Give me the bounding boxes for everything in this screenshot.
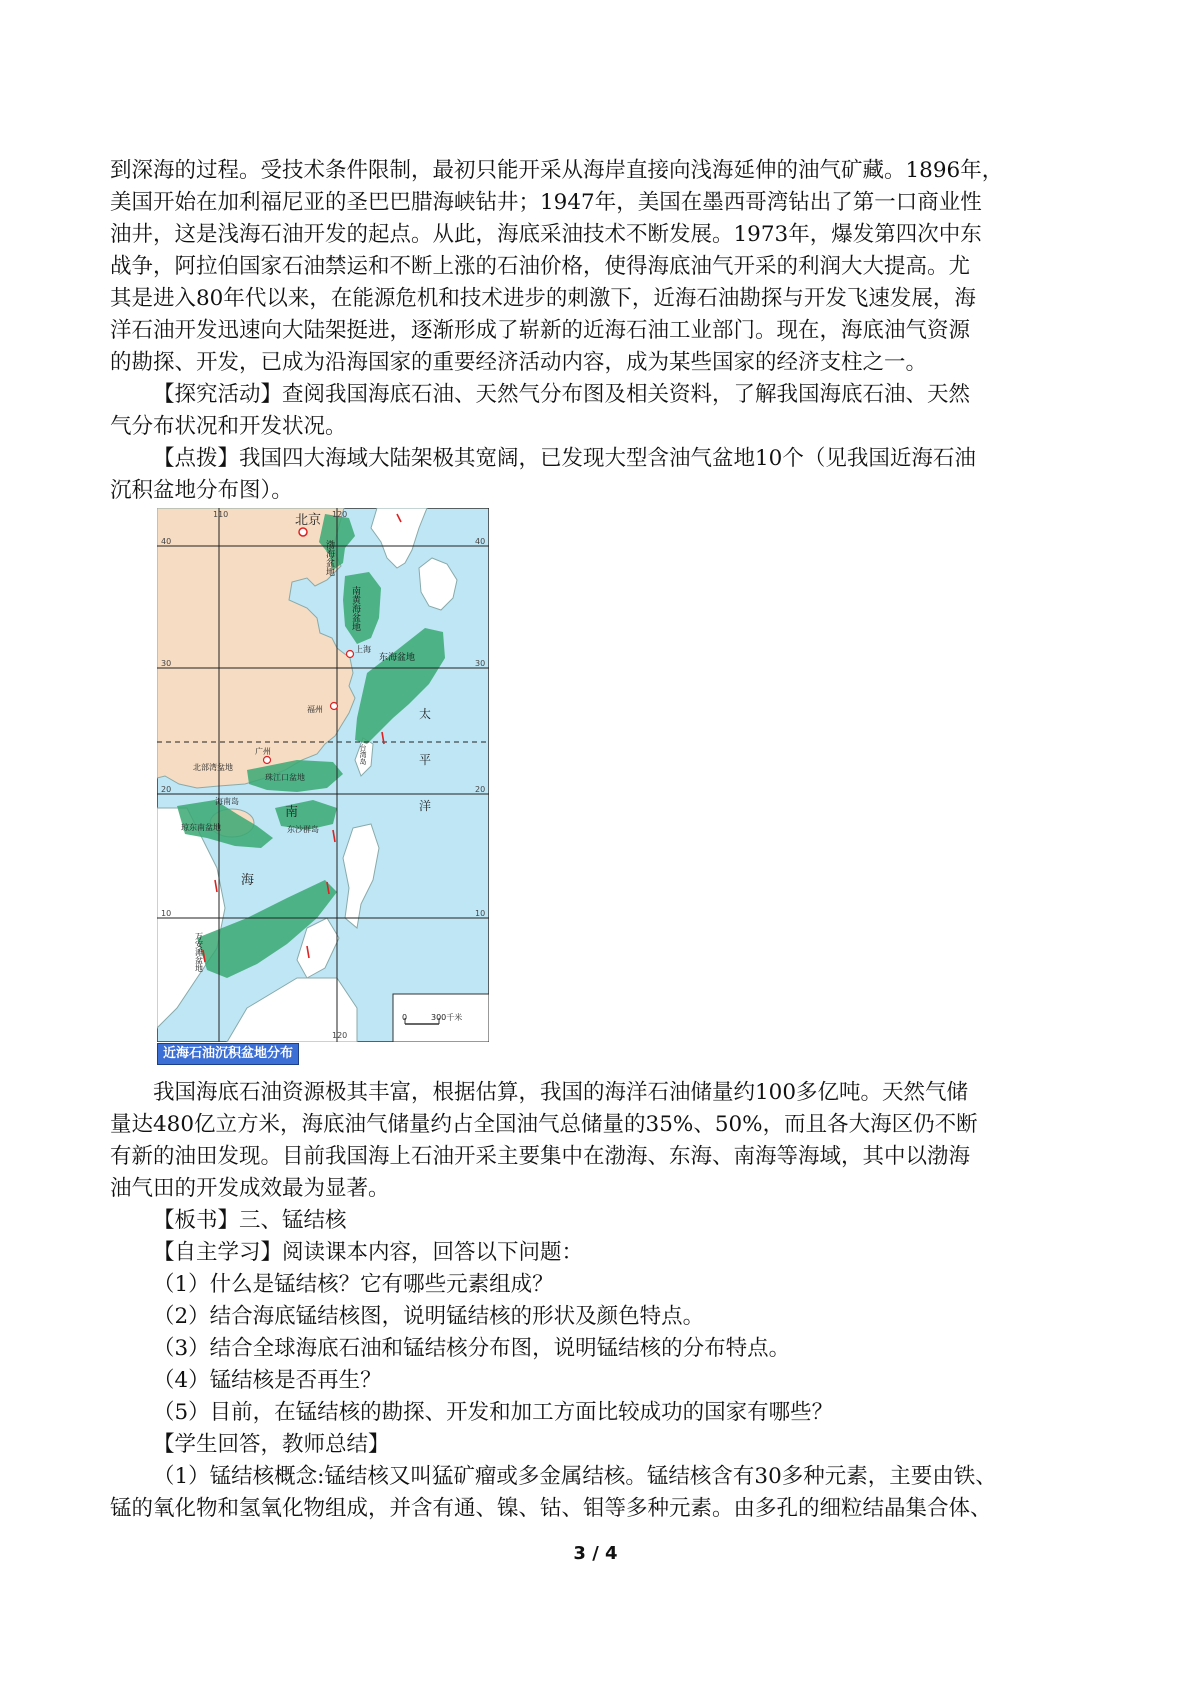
label-hainan: 海南岛 [215, 797, 239, 806]
label-yang: 洋 [419, 799, 432, 813]
label-south: 南 [285, 805, 299, 820]
label-lat-30-right: 30 [475, 659, 486, 668]
map-image [157, 508, 489, 1042]
label-lat-40-right: 40 [475, 537, 486, 546]
paragraph-line: 我国海底石油资源极其丰富，根据估算，我国的海洋石油储量约100多亿吨。天然气储 [153, 1080, 969, 1105]
text-block-bottom [110, 1077, 1100, 1525]
label-beibu-basin: 北部湾盆地 [193, 763, 233, 772]
label-wanan-basin: 万安滩盆地 [194, 932, 204, 972]
label-bohai-basin: 渤海盆地 [324, 540, 334, 576]
scale-zero: 0 [402, 1013, 408, 1022]
board-heading: 【板书】三、锰结核 [153, 1208, 347, 1233]
label-guangzhou: 广州 [255, 747, 271, 756]
label-lat-20-right: 20 [475, 785, 486, 794]
paragraph-line: 油气田的开发成效最为显著。 [110, 1176, 390, 1201]
label-dongsha: 东沙群岛 [287, 825, 319, 834]
question-item: （2）结合海底锰结核图，说明锰结核的形状及颜色特点。 [153, 1304, 705, 1329]
answer-line: 锰的氧化物和氢氧化物组成，并含有通、镍、钴、钼等多种元素。由多孔的细粒结晶集合体、 [110, 1496, 992, 1521]
paragraph-line: 洋石油开发迅速向大陆架挺进，逐渐形成了崭新的近海石油工业部门。现在，海底油气资源 [110, 318, 971, 343]
paragraph-line: 有新的油田发现。目前我国海上石油开采主要集中在渤海、东海、南海等海域，其中以渤海 [110, 1144, 971, 1169]
paragraph-line: 油井，这是浅海石油开发的起点。从此，海底采油技术不断发展。1973年，爆发第四次中东 [110, 222, 982, 247]
paragraph-line: 美国开始在加利福尼亚的圣巴巴腊海峡钻井；1947年，美国在墨西哥湾钻出了第一口商业性 [110, 190, 982, 215]
question-item: （5）目前，在锰结核的勘探、开发和加工方面比较成功的国家有哪些？ [153, 1400, 834, 1425]
label-lat-10-right: 10 [475, 909, 486, 918]
explore-activity-line: 【探究活动】查阅我国海底石油、天然气分布图及相关资料，了解我国海底石油、天然 [153, 382, 971, 407]
paragraph-line: 到深海的过程。受技术条件限制，最初只能开采从海岸直接向浅海延伸的油气矿藏。1896年， [110, 158, 1004, 183]
label-south-yellow-basin: 南黄海盆地 [350, 586, 360, 631]
paragraph-line: 的勘探、开发，已成为沿海国家的重要经济活动内容，成为某些国家的经济支柱之一。 [110, 350, 928, 375]
student-answer-heading: 【学生回答，教师总结】 [153, 1432, 390, 1457]
label-sea: 海 [241, 873, 255, 888]
label-lat-40: 40 [161, 537, 172, 546]
label-qiongdong-basin: 琼东南盆地 [181, 823, 221, 832]
label-lat-10: 10 [161, 909, 172, 918]
label-lon-120-bottom: 120 [332, 1031, 348, 1040]
page-number: 3 / 4 [573, 1543, 618, 1564]
question-item: （3）结合全球海底石油和锰结核分布图，说明锰结核的分布特点。 [153, 1336, 791, 1361]
answer-line: （1）锰结核概念:锰结核又叫猛矿瘤或多金属结核。锰结核含有30多种元素，主要由铁、 [153, 1464, 997, 1489]
label-lat-20: 20 [161, 785, 172, 794]
paragraph-line: 其是进入80年代以来，在能源危机和技术进步的刺激下，近海石油勘探与开发飞速发展，海 [110, 286, 976, 311]
label-taiwan: 台湾岛 [359, 744, 367, 765]
label-fuzhou: 福州 [307, 705, 323, 714]
question-item: （4）锰结核是否再生？ [153, 1368, 382, 1393]
label-beijing: 北京 [295, 513, 322, 528]
offshore-basin-map [157, 508, 489, 1064]
self-study-heading: 【自主学习】阅读课本内容，回答以下问题： [153, 1240, 584, 1265]
label-lat-30: 30 [161, 659, 172, 668]
text-block-top [110, 155, 1100, 507]
map-caption: 近海石油沉积盆地分布 [157, 1043, 299, 1065]
scale-km: 300千米 [431, 1013, 463, 1022]
label-tai: 太 [419, 707, 432, 721]
label-pearl-basin: 珠江口盆地 [265, 773, 305, 782]
label-ping: 平 [419, 753, 432, 767]
paragraph-line: 战争，阿拉伯国家石油禁运和不断上涨的石油价格，使得海底油气开采的利润大大提高。尤 [110, 254, 971, 279]
hint-line: 沉积盆地分布图）。 [110, 478, 293, 503]
explore-activity-line: 气分布状况和开发状况。 [110, 414, 347, 439]
question-item: （1）什么是锰结核？它有哪些元素组成？ [153, 1272, 554, 1297]
hint-line: 【点拨】我国四大海域大陆架极其宽阔，已发现大型含油气盆地10个（见我国近海石油 [153, 446, 976, 471]
paragraph-line: 量达480亿立方米，海底油气储量约占全国油气总储量的35%、50%，而且各大海区仍不断 [110, 1112, 978, 1137]
label-east-china-basin: 东海盆地 [379, 653, 416, 663]
label-shanghai: 上海 [355, 645, 371, 654]
label-lon-110: 110 [213, 510, 229, 519]
label-lon-120: 120 [332, 510, 348, 519]
